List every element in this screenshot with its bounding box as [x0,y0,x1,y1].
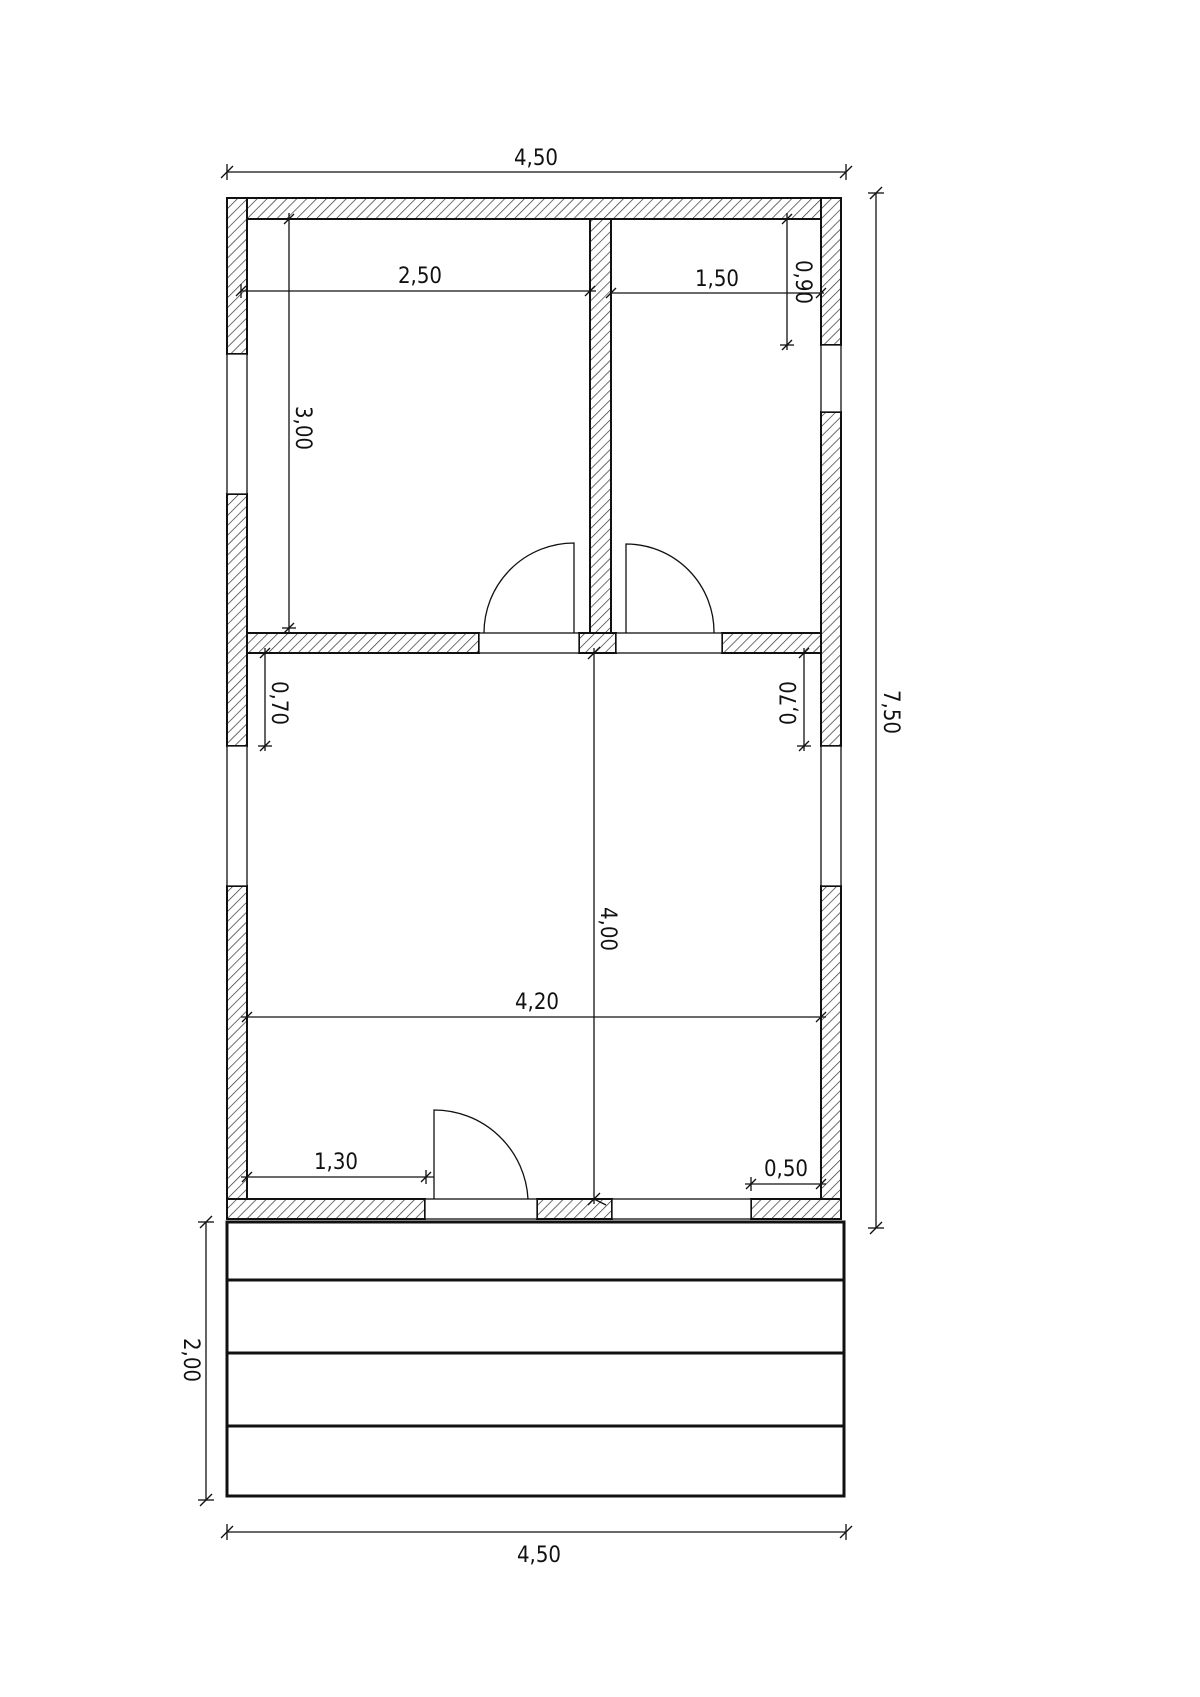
terrace-outline [227,1222,844,1496]
wall-top [227,198,841,219]
label-entry-offset: 1,30 [313,1150,359,1175]
door-swing-room2 [626,544,714,633]
window-right-upper [821,345,841,412]
label-total-height: 7,50 [878,689,903,735]
wall-right-3 [821,886,841,1218]
door-swing-room1 [484,543,574,633]
window-right-main [821,746,841,886]
label-room1-height: 3,00 [290,405,315,451]
window-left-main [227,746,247,886]
wall-left-1 [227,198,247,354]
label-main-left-offset: 0,70 [266,680,291,726]
wall-mid-1 [247,633,479,653]
label-room1-width: 2,50 [397,264,443,289]
label-main-width: 4,20 [514,990,560,1015]
wall-right-1 [821,198,841,345]
dimension-lines [198,164,884,1540]
label-room2-width: 1,50 [694,267,740,292]
wall-right-2 [821,412,841,746]
wall-left-2 [227,494,247,746]
label-bottom-width: 4,50 [516,1543,562,1568]
label-main-right-offset: 0,70 [777,680,802,726]
label-main-height: 4,00 [595,906,620,952]
terrace [227,1222,844,1496]
label-top-width: 4,50 [513,146,559,171]
label-room2-window-offset: 0,90 [790,259,815,305]
walls [227,198,841,1219]
windows [227,345,841,1219]
door-swing-entry [434,1110,528,1199]
wall-left-3 [227,886,247,1218]
window-left-upper [227,354,247,494]
wall-partition-vertical [590,219,611,653]
label-terrace-depth: 2,00 [178,1337,203,1383]
door-opening-entry [425,1199,537,1219]
window-bottom-right [612,1199,751,1219]
door-opening-room2 [616,633,722,653]
dimension-labels [178,146,903,1568]
wall-bottom-1 [227,1199,425,1219]
label-window-right-offset: 0,50 [763,1157,809,1182]
door-opening-room1 [479,633,579,653]
wall-bottom-3 [751,1199,841,1219]
